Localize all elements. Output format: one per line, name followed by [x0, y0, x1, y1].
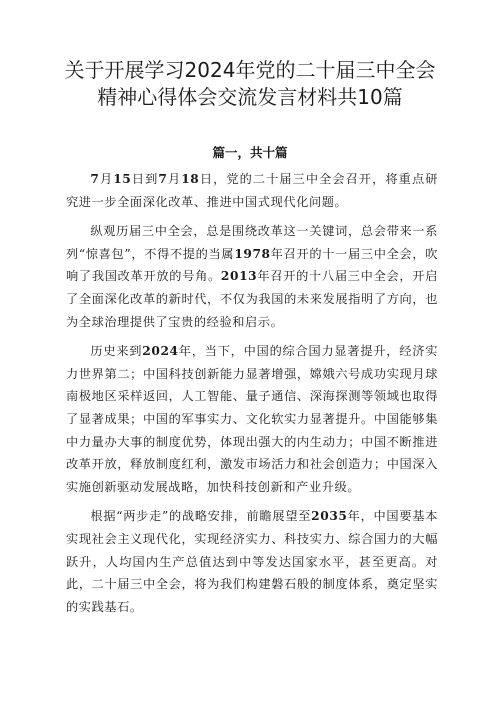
section-heading: 篇一，共十篇 — [212, 145, 288, 160]
document-title — [60, 57, 440, 111]
paragraph-1: 7月15日到7月18日，党的二十届三中全会召开，将重点研究进一步全面深化改革、推进中国式现代化问题。 — [66, 172, 438, 209]
paragraph-3: 历史来到2024年，当下，中国的综合国力显著提升，经济实力世界第二；中国科技创新能力显著增强，嫦娥六号成功实现月球南极地区采样返回，人工智能、量子通信、深海探测等领域也取得了显著成果；中国的军事实力、文化软实力显著提升。中国能够集中力量办大事的制度优势，体现出强大的内生动力；中国不断推进改革开放，释放制度红利，激发市场活力和社会创造力；中国深入实施创新驱动发展战略，加快科技创新和产业升级。 — [66, 344, 439, 494]
document-body — [66, 168, 438, 625]
document-title-line-2: 精神心得体会交流发言材料共10篇 — [97, 85, 403, 109]
paragraph-2: 纵观历届三中全会，总是围绕改革这一关键词，总会带来一系列“惊喜包”，不得不提的当属1978年召开的十一届三中全会，吹响了我国改革开放的号角。2013年召开的十八届三中全会，开启了全面深化改革的新时代，不仅为我国的未来发展指明了方向，也为全球治理提供了宝贵的经验和启示。 — [66, 224, 438, 329]
paragraph-4: 根据“两步走”的战略安排，前瞻展望至2035年，中国要基本实现社会主义现代化，实现经济实力、科技实力、综合国力的大幅跃升，人均国内生产总值达到中等发达国家水平，甚至更高。对此，二十届三中全会，将为我们构建磐石般的制度体系，奠定坚实的实践基石。 — [66, 509, 438, 614]
document-title-line-1: 关于开展学习2024年党的二十届三中全会 — [64, 58, 436, 82]
